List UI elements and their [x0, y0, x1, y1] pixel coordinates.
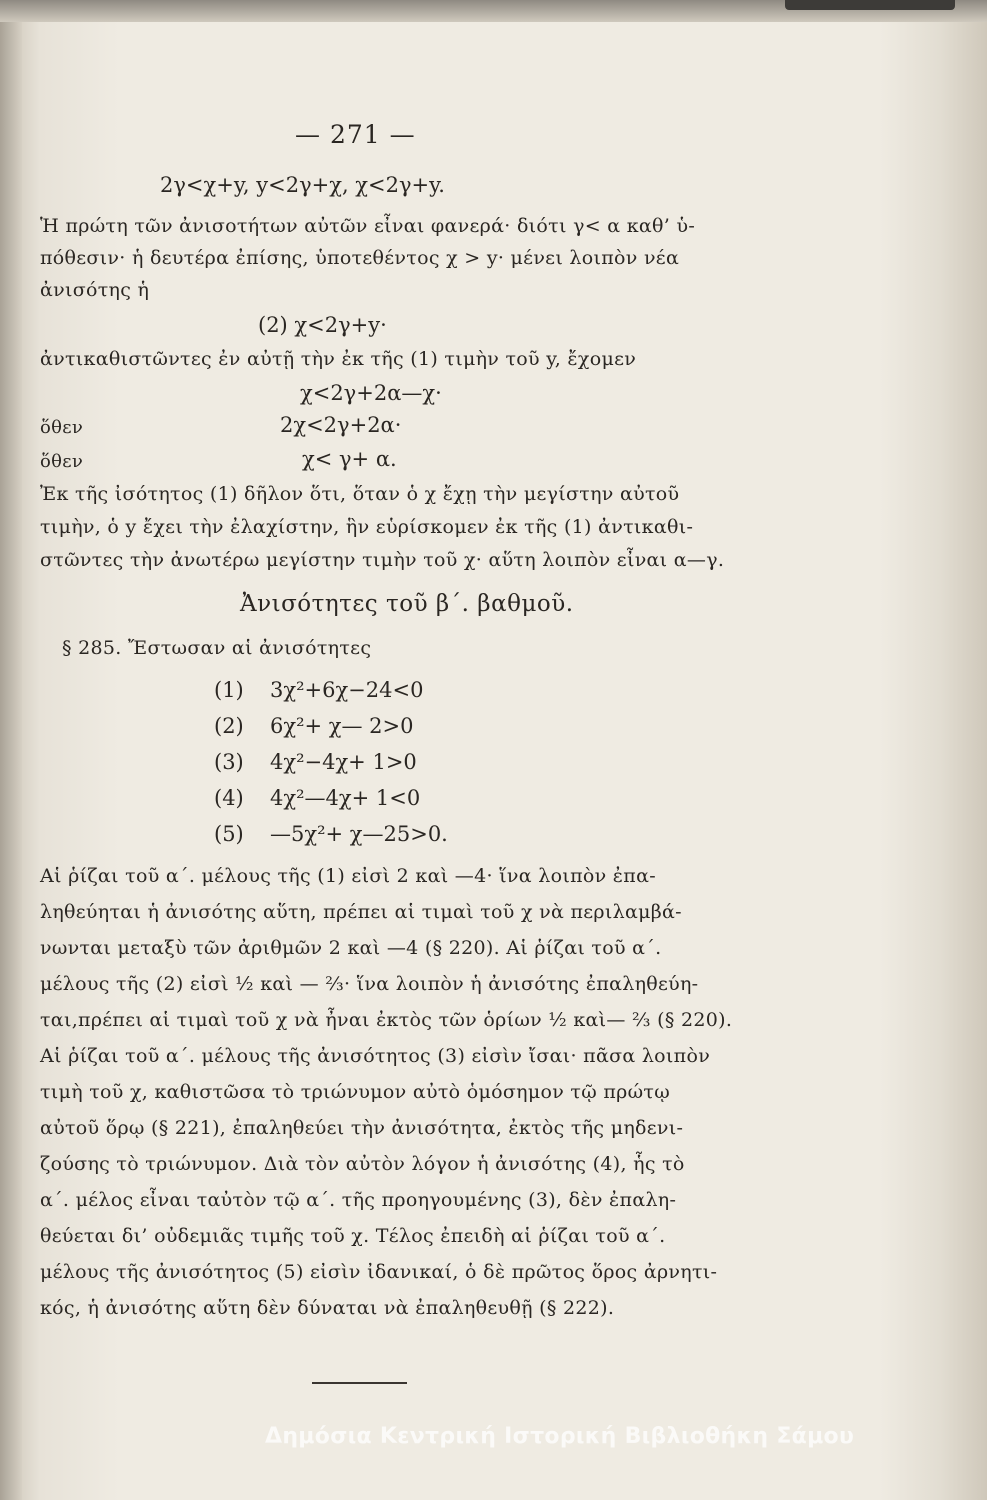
body-line: Αἱ ῥίζαι τοῦ α΄. μέλους τῆς ἀνισότητος (3) εἰσὶν ἴσαι· πᾶσα λοιπὸν: [40, 1045, 711, 1067]
text-line: ἀνισότης ἡ: [40, 279, 150, 301]
text-line: ἀντικαθιστῶντες ἐν αὐτῇ τὴν ἐκ τῆς (1) τιμὴν τοῦ y, ἔχομεν: [40, 348, 637, 370]
body-line: Αἱ ῥίζαι τοῦ α΄. μέλους τῆς (1) εἰσὶ 2 καὶ —4· ἵνα λοιπὸν ἐπα-: [40, 865, 656, 887]
book-tab: [785, 0, 955, 10]
body-line: ται,πρέπει αἱ τιμαὶ τοῦ χ νὰ ἦναι ἐκτὸς τῶν ὁρίων ½ καὶ— ⅔ (§ 220).: [40, 1009, 733, 1031]
book-spine-edge: [0, 0, 22, 1500]
body-line: μέλους τῆς (2) εἰσὶ ½ καὶ — ⅔· ἵνα λοιπὸν ἡ ἀνισότης ἐπαληθεύη-: [40, 973, 699, 995]
inequality-number: (2): [214, 714, 244, 738]
text-line: ὅθεν: [40, 417, 84, 438]
body-line: θεύεται δι’ οὐδεμιᾶς τιμῆς τοῦ χ. Τέλος ἐπειδὴ αἱ ῥίζαι τοῦ α΄.: [40, 1225, 666, 1247]
body-line: τιμὴ τοῦ χ, καθιστῶσα τὸ τριώνυμον αὐτὸ ὁμόσημον τῷ πρώτῳ: [40, 1081, 670, 1103]
body-line: α΄. μέλος εἶναι ταὐτὸν τῷ α΄. τῆς προηγουμένης (3), δὲν ἐπαλη-: [40, 1189, 677, 1211]
body-line: ληθεύηται ἡ ἀνισότης αὕτη, πρέπει αἱ τιμαὶ τοῦ χ νὰ περιλαμβά-: [40, 901, 682, 923]
paragraph-intro: § 285. Ἔστωσαν αἱ ἀνισότητες: [62, 637, 372, 659]
inequality-number: (5): [214, 822, 244, 846]
equation-line: (2) χ<2γ+y·: [258, 313, 387, 337]
text-line: Ἡ πρώτη τῶν ἀνισοτήτων αὐτῶν εἶναι φανερά· διότι γ< α καθ’ ὑ-: [40, 215, 696, 237]
inequality-expression: 6χ²+ χ— 2>0: [270, 714, 414, 738]
text-line: ὅθεν: [40, 451, 84, 472]
body-line: αὐτοῦ ὅρῳ (§ 221), ἐπαληθεύει τὴν ἀνισότητα, ἐκτὸς τῆς μηδενι-: [40, 1117, 684, 1139]
body-line: κός, ἡ ἀνισότης αὕτη δὲν δύναται νὰ ἐπαληθευθῇ (§ 222).: [40, 1297, 615, 1319]
inequality-expression: 4χ²—4χ+ 1<0: [270, 786, 421, 810]
inequality-number: (4): [214, 786, 244, 810]
body-line: μέλους τῆς ἀνισότητος (5) εἰσὶν ἰδανικαί, ὁ δὲ πρῶτος ὅρος ἀρνητι-: [40, 1261, 718, 1283]
equation-line: 2χ<2γ+2α·: [280, 413, 402, 437]
equation-line: 2γ<χ+y, y<2γ+χ, χ<2γ+y.: [160, 173, 445, 197]
body-line: νωνται μεταξὺ τῶν ἀριθμῶν 2 καὶ —4 (§ 220). Αἱ ῥίζαι τοῦ α΄.: [40, 937, 662, 959]
inequality-number: (1): [214, 678, 244, 702]
equation-line: χ<2γ+2α—χ·: [300, 381, 442, 405]
inequality-expression: —5χ²+ χ—25>0.: [270, 822, 448, 846]
end-rule: [312, 1382, 407, 1384]
page-number: — 271 —: [295, 120, 416, 149]
page: [40, 22, 960, 1482]
book-top-edge: [0, 0, 987, 22]
inequality-expression: 3χ²+6χ−24<0: [270, 678, 424, 702]
body-line: ζούσης τὸ τριώνυμον. Διὰ τὸν αὐτὸν λόγον ἡ ἀνισότης (4), ἧς τὸ: [40, 1153, 685, 1175]
inequality-expression: 4χ²−4χ+ 1>0: [270, 750, 417, 774]
text-line: στῶντες τὴν ἀνωτέρω μεγίστην τιμὴν τοῦ χ· αὕτη λοιπὸν εἶναι α—γ.: [40, 549, 725, 571]
text-line: πόθεσιν· ἡ δευτέρα ἐπίσης, ὑποτεθέντος χ > y· μένει λοιπὸν νέα: [40, 247, 680, 269]
text-line: Ἐκ τῆς ἰσότητος (1) δῆλον ὅτι, ὅταν ὁ χ ἔχῃ τὴν μεγίστην αὐτοῦ: [40, 483, 680, 505]
section-heading: Ἀνισότητες τοῦ β΄. βαθμοῦ.: [240, 591, 574, 617]
equation-line: χ< γ+ α.: [302, 447, 397, 471]
library-watermark: Δημόσια Κεντρική Ιστορική Βιβλιοθήκη Σάμου: [265, 1424, 855, 1449]
inequality-number: (3): [214, 750, 244, 774]
text-line: τιμὴν, ὁ y ἔχει τὴν ἐλαχίστην, ἣν εὑρίσκομεν ἐκ τῆς (1) ἀντικαθι-: [40, 516, 694, 538]
